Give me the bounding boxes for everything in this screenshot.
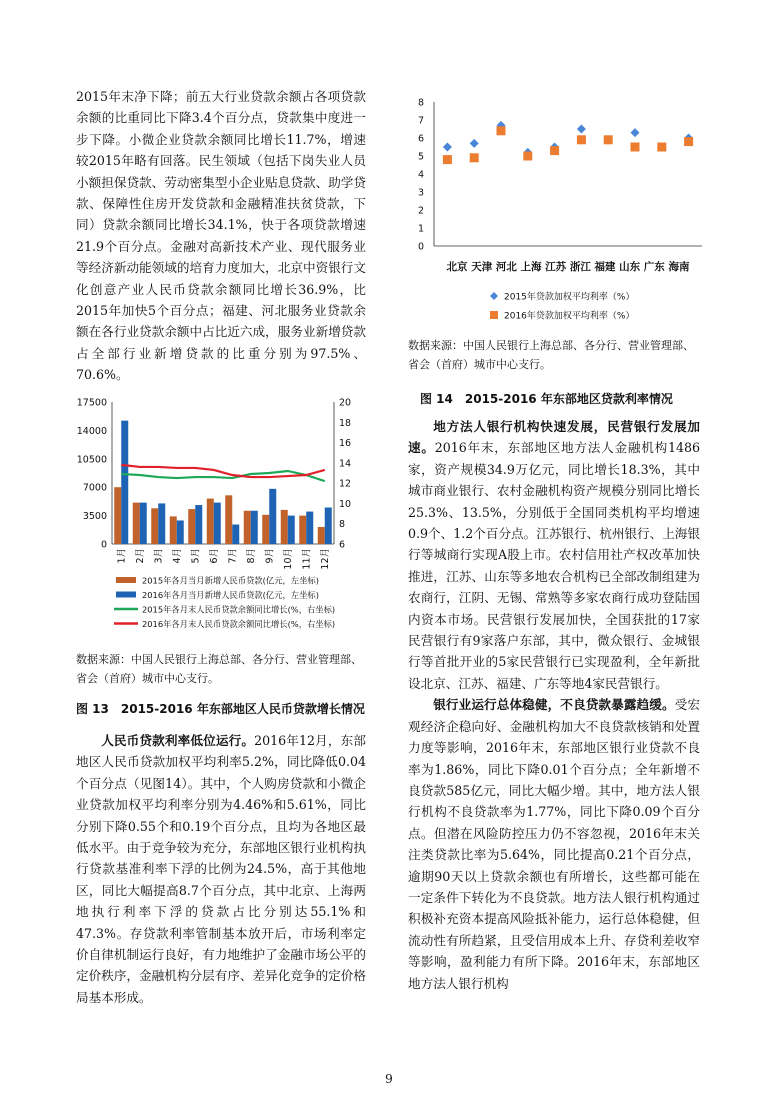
y-tick-label: 4: [417, 169, 424, 181]
y-tick-label: 0: [417, 241, 424, 253]
bar-2015: [151, 508, 158, 544]
legend-label: 2016年各月当月新增人民币贷款(亿元，左坐标): [142, 590, 319, 600]
right-tick-label: 8: [339, 519, 346, 531]
point-2016: [470, 153, 479, 162]
legend-label: 2015年各月当月新增人民币贷款(亿元，左坐标): [142, 575, 319, 586]
y-tick-label: 8: [417, 97, 424, 109]
legend-swatch: [116, 592, 136, 598]
point-2016: [604, 135, 613, 144]
right-tick-label: 12: [339, 478, 352, 490]
x-tick-label: 10月: [282, 548, 294, 570]
legend-swatch: [490, 311, 498, 319]
point-2015: [577, 125, 586, 134]
bar-2015: [207, 499, 214, 544]
bar-2016: [214, 503, 221, 544]
bar-2015: [225, 495, 232, 544]
loan-rate-chart-svg: [400, 90, 710, 330]
point-2015: [443, 143, 452, 152]
x-tick-label: 2月: [134, 548, 146, 564]
bar-2016: [288, 516, 295, 544]
right-tick-label: 18: [339, 417, 352, 429]
legend-label: 2016年贷款加权平均利率（%）: [504, 311, 635, 322]
figure-14-caption: 图 14 2015-2016 年东部地区贷款利率情况: [420, 392, 673, 406]
bar-2015: [299, 516, 306, 544]
bar-2016: [325, 507, 332, 544]
x-tick-label: 3月: [153, 548, 165, 564]
bar-2016: [177, 520, 184, 544]
bar-2016: [232, 525, 239, 544]
bar-2015: [170, 516, 177, 544]
point-2016: [497, 126, 506, 135]
right-tick-label: 16: [339, 438, 352, 450]
bar-2016: [195, 505, 202, 544]
line-2016: [121, 465, 325, 477]
right-body-block: [408, 416, 700, 994]
paragraph-interest-rate: [76, 730, 366, 1008]
paragraph-local-banks: [408, 416, 700, 694]
y-tick-label: 3: [417, 187, 424, 199]
y-tick-label: 7: [417, 115, 424, 127]
x-tick-label: 7月: [227, 548, 239, 564]
y-tick-label: 5: [417, 151, 424, 163]
x-tick-label: 11月: [301, 548, 313, 570]
left-tick-label: 17500: [76, 397, 107, 409]
point-2016: [631, 143, 640, 152]
point-2016: [523, 152, 532, 161]
bar-2015: [188, 509, 195, 544]
bar-2016: [121, 421, 128, 544]
left-tick-label: 10500: [76, 454, 107, 466]
point-2015: [470, 139, 479, 148]
paragraph-local-banks-heading: 地方法人银行机构快速发展，民营银行发展加速。: [408, 419, 700, 456]
legend-swatch: [490, 292, 498, 300]
bar-2015: [133, 503, 140, 544]
figure-14-chart: [400, 90, 710, 330]
point-2016: [577, 135, 586, 144]
right-tick-label: 14: [339, 458, 352, 470]
left-tick-label: 7000: [82, 482, 107, 494]
paragraph-interest-rate-body: 2016年12月，东部地区人民币贷款加权平均利率5.2%，同比降低0.04个百分点（见图14）。其中，个人购房贷款和小微企业贷款加权平均利率分别为4.46%和5.61%，同比分别下降0.55个和0.19个百分点，且均为各地区最低水平。由于竞争较为充分，东部地区银行业机构执行贷款基准利率下浮的比例为24.5%，高于其他地区，同比大幅提高8.7个百分点，其中北京、上海两地执行利率下浮的贷款占比分别达55.1%和47.3%。存贷款利率管制基本放开后，市场利率定价自律机制运行良好，有力地维护了金融市场公平的定价秩序，金融机构分层有序、差异化竞争的定价格局基本形成。: [76, 733, 367, 1005]
bar-2016: [306, 512, 313, 544]
paragraph-npl-heading: 银行业运行总体稳健，不良贷款暴露趋缓。: [433, 697, 675, 713]
figure-14-source: 数据来源：中国人民银行上海总部、各分行、营业管理部、省会（首府）城市中心支行。: [408, 339, 694, 371]
legend-label: 2016年各月末人民币贷款余额同比增长(%，右坐标): [142, 619, 336, 629]
x-tick-label: 8月: [245, 548, 257, 564]
legend-label: 2015年贷款加权平均利率（%）: [504, 292, 635, 303]
x-tick-label: 6月: [208, 548, 220, 564]
bar-2015: [262, 515, 269, 544]
y-tick-label: 6: [417, 133, 424, 145]
figure-14-source-block: [408, 336, 700, 374]
paragraph-loan-structure: 2015年末净下降；前五大行业贷款余额占各项贷款余额的比重同比下降3.4个百分点，贷款集中度进一步下降。小微企业贷款余额同比增长11.7%，增速较2015年略有回落。民生领域（包括下岗失业人员小额担保贷款、劳动密集型小企业贴息贷款、助学贷款、保障性住房开发贷款和金融精准扶贫贷款，下同）贷款余额同比增长34.1%，快于各项贷款增速21.9个百分点。金融对高新技术产业、现代服务业等经济新动能领域的培育力度加大，北京中资银行文化创意产业人民币贷款余额同比增长36.9%，比2015年加快5个百分点；福建、河北服务业贷款余额在各行业贷款余额中占比近六成，服务业新增贷款占全部行业新增贷款的比重分别为97.5%、70.6%。: [76, 89, 366, 383]
figure-13-source: 数据来源：中国人民银行上海总部、各分行、营业管理部、省会（首府）城市中心支行。: [76, 653, 362, 685]
left-tick-label: 14000: [76, 425, 107, 437]
y-tick-label: 2: [417, 205, 424, 217]
figure-13-caption: 图 13 2015-2016 年东部地区人民币贷款增长情况: [76, 702, 365, 716]
right-tick-label: 10: [339, 498, 352, 510]
bar-2015: [281, 510, 288, 544]
paragraph-local-banks-body: 2016年末，东部地区地方法人金融机构1486家，资产规模34.9万亿元，同比增长18.3%，其中城市商业银行、农村金融机构资产规模分别同比增长25.3%、13.5%，分别低于全国同类机构平均增速0.9个、1.2个百分点。江苏银行、杭州银行、上海银行等城商行实现A股上市。农村信用社产权改革加快推进，江苏、山东等多地农合机构已全部改制组建为农商行，江阴、无锡、常熟等多家农商行成功登陆国内资本市场。民营银行发展加快，全国获批的17家民营银行有9家落户东部，其中，微众银行、金城银行等首批开业的5家民营银行已实现盈利，全年新批设北京、江苏、福建、广东等地4家民营银行。: [408, 440, 701, 691]
bar-2016: [251, 511, 258, 544]
figure-13-source-block: [76, 650, 368, 688]
left-column: [76, 86, 366, 386]
paragraph-npl-body: 受宏观经济企稳向好、金融机构加大不良贷款核销和处置力度等影响，2016年末，东部地区银行业贷款不良率为1.86%，同比下降0.01个百分点；全年新增不良贷款585亿元，同比大幅少增。其中，地方法人银行机构不良贷款率为1.77%，同比下降0.09个百分点。但潜在风险防控压力仍不容忽视，2016年末关注类贷款比率为5.64%，同比提高0.21个百分点，逾期90天以上贷款余额也有所增长，这些都可能在一定条件下转化为不良贷款。地方法人银行机构通过积极补充资本提高风险抵补能力，运行总体稳健，但流动性有所趋紧，且受信用成本上升、存贷利差收窄等影响，盈利能力有所下降。2016年末，东部地区地方法人银行机构: [408, 697, 701, 991]
paragraph-interest-rate-heading: 人民币贷款利率低位运行。: [101, 733, 255, 748]
bar-2016: [140, 503, 147, 544]
x-tick-label: 1月: [116, 548, 128, 564]
right-tick-label: 20: [339, 397, 352, 409]
point-2016: [550, 146, 559, 155]
x-tick-label: 9月: [264, 548, 276, 564]
x-tick-label: 5月: [190, 548, 202, 564]
point-2016: [684, 137, 693, 146]
left-tick-label: 0: [100, 539, 107, 551]
bar-2015: [114, 487, 121, 544]
figure-13-chart: [66, 390, 376, 640]
legend-swatch: [116, 577, 136, 583]
paragraph-interest-rate-block: [76, 730, 366, 1008]
x-category-labels: 北京 天津 河北 上海 江苏 浙江 福建 山东 广东 海南: [446, 261, 690, 273]
bar-2015: [244, 511, 251, 544]
page-number: 9: [385, 1072, 393, 1086]
bar-2015: [318, 527, 325, 544]
left-tick-label: 3500: [82, 511, 107, 523]
legend-label: 2015年各月末人民币贷款余额同比增长(%，右坐标): [142, 604, 336, 615]
paragraph-nonperforming-loans: [408, 694, 700, 994]
point-2015: [631, 128, 640, 137]
figure-13-caption-block: [76, 700, 376, 717]
right-tick-label: 6: [339, 539, 346, 551]
figure-14-caption-block: [420, 390, 710, 407]
x-tick-label: 4月: [171, 548, 183, 564]
x-tick-label: 12月: [319, 548, 331, 570]
point-2016: [443, 155, 452, 164]
loan-growth-chart-svg: [66, 390, 376, 640]
bar-2016: [158, 503, 165, 544]
y-tick-label: 1: [417, 223, 424, 235]
bar-2016: [269, 489, 276, 544]
point-2016: [657, 143, 666, 152]
